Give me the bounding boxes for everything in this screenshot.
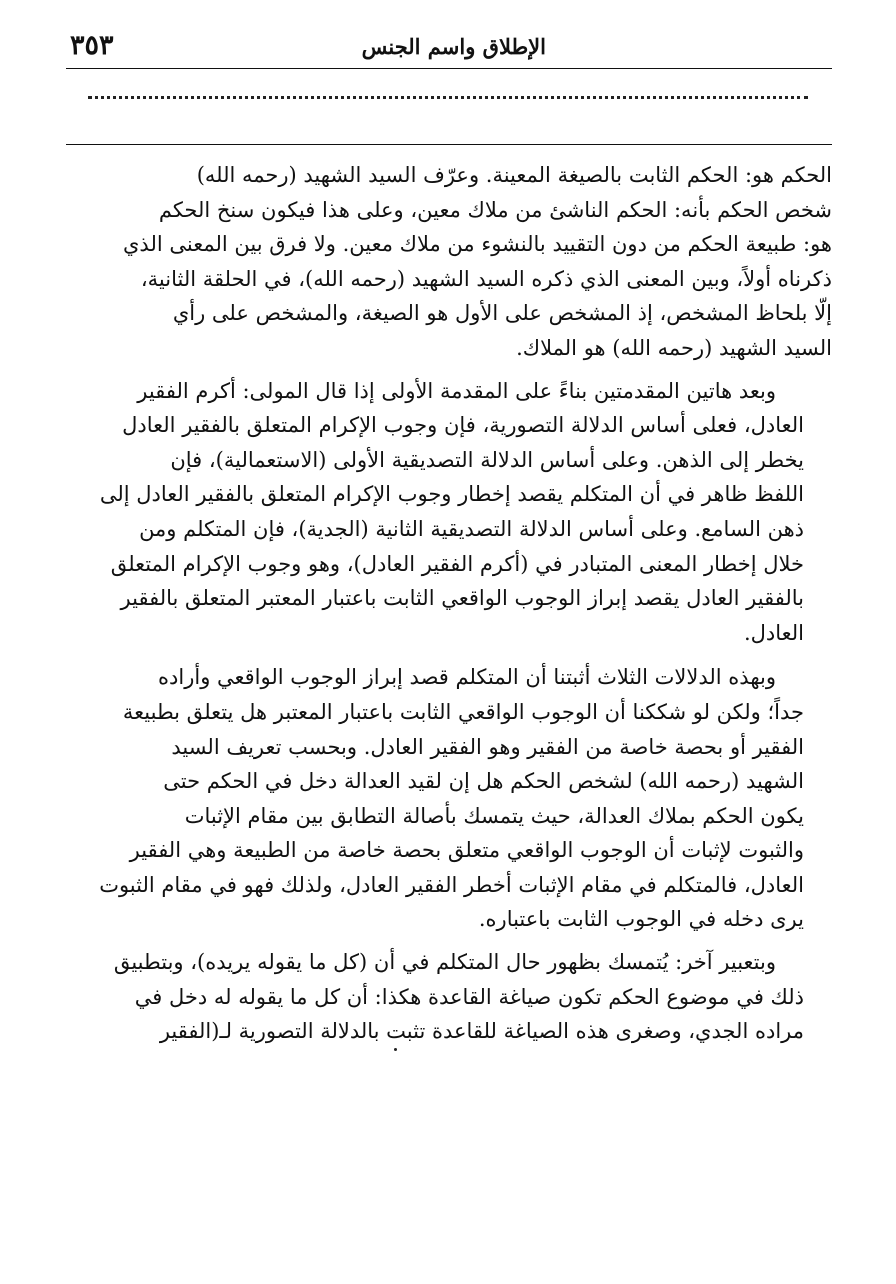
text-line: وبتعبير آخر: يُتمسك بظهور حال المتكلم في أن (كل ما يقوله يريده)، وبتطبيق — [113, 950, 776, 975]
header-rule — [66, 68, 832, 69]
text-line: شخص الحكم بأنه: الحكم الناشئ من ملاك معين، وعلى هذا فيكون سنخ الحكم — [158, 197, 832, 222]
stray-mark — [394, 1048, 397, 1051]
paragraph-1 — [66, 158, 832, 366]
text-line: بالفقير العادل يقصد إبراز الوجوب الواقعي الثابت باعتبار المعتبر المتعلق بالفقير — [120, 586, 804, 611]
text-line: ذهن السامع. وعلى أساس الدلالة التصديقية الثانية (الجدية)، فإن المتكلم ومن — [139, 516, 804, 541]
text-line: يكون الحكم بملاك العدالة، حيث يتمسك بأصالة التطابق بين مقام الإثبات — [184, 803, 804, 828]
omission-dots — [88, 96, 808, 99]
text-line: يخطر إلى الذهن. وعلى أساس الدلالة التصديقية الأولى (الاستعمالية)، فإن — [170, 447, 804, 472]
body-text — [66, 158, 832, 1049]
running-header — [66, 30, 832, 64]
paragraph-4 — [66, 945, 832, 1049]
page-number: ٣٥٣ — [70, 30, 114, 61]
paragraph-3 — [66, 660, 832, 937]
text-line: الفقير أو بحصة خاصة من الفقير وهو الفقير العادل. وبحسب تعريف السيد — [171, 734, 804, 759]
text-line: هو: طبيعة الحكم من دون التقييد بالنشوء من ملاك معين. ولا فرق بين المعنى الذي — [122, 232, 832, 257]
text-line: إلّا بلحاظ المشخص، إذ المشخص على الأول هو الصيغة، والمشخص على رأي — [172, 301, 832, 326]
section-divider — [66, 144, 832, 145]
text-line: الحكم هو: الحكم الثابت بالصيغة المعينة. وعرّف السيد الشهيد (رحمه الله) — [196, 163, 832, 187]
paragraph-2 — [66, 374, 832, 651]
text-line: الشهيد (رحمه الله) لشخص الحكم هل إن لقيد العدالة دخل في الحكم حتى — [163, 769, 804, 794]
text-line: العادل، فعلى أساس الدلالة التصورية، فإن وجوب الإكرام المتعلق بالفقير العادل — [122, 413, 804, 438]
text-line: وبهذه الدلالات الثلاث أثبتنا أن المتكلم قصد إبراز الوجوب الواقعي وأراده — [158, 665, 776, 690]
text-line: وبعد هاتين المقدمتين بناءً على المقدمة الأولى إذا قال المولى: أكرم الفقير — [137, 378, 776, 403]
text-line: خلال إخطار المعنى المتبادر في (أكرم الفقير العادل)، وهو وجوب الإكرام المتعلق — [110, 551, 804, 576]
text-line: يرى دخله في الوجوب الثابت باعتباره. — [478, 907, 804, 932]
text-line: العادل. — [743, 620, 804, 645]
text-line: السيد الشهيد (رحمه الله) هو الملاك. — [516, 335, 832, 360]
running-title: الإطلاق واسم الجنس — [361, 34, 546, 59]
text-line: ذكرناه أولاً، وبين المعنى الذي ذكره السيد الشهيد (رحمه الله)، في الحلقة الثانية، — [140, 266, 832, 291]
text-line: مراده الجدي، وصغرى هذه الصياغة للقاعدة تثبت بالدلالة التصورية لـ(الفقير — [159, 1019, 804, 1044]
text-line: اللفظ ظاهر في أن المتكلم يقصد إخطار وجوب الإكرام المتعلق بالفقير العادل إلى — [99, 482, 804, 507]
text-line: ذلك في موضوع الحكم تكون صياغة القاعدة هكذا: أن كل ما يقوله له دخل في — [134, 984, 804, 1009]
text-line: والثبوت لإثبات أن الوجوب الواقعي متعلق بحصة خاصة من الطبيعة وهي الفقير — [129, 838, 804, 863]
text-line: العادل، فالمتكلم في مقام الإثبات أخطر الفقير العادل، ولذلك فهو في مقام الثبوت — [99, 872, 804, 897]
text-line: جداً؛ ولكن لو شككنا أن الوجوب الواقعي الثابت باعتبار المعتبر هل يتعلق بطبيعة — [122, 699, 804, 724]
